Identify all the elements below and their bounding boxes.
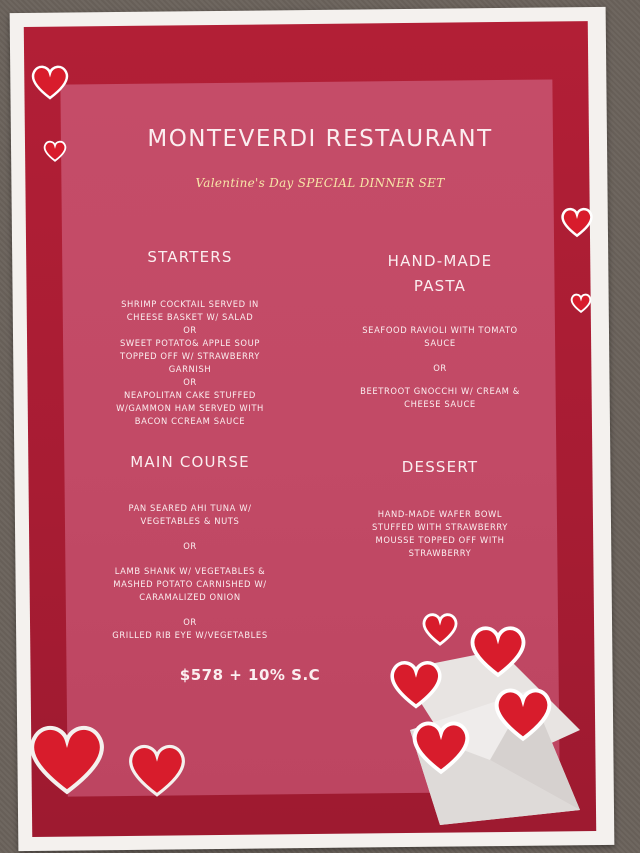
- pasta-list: [335, 324, 545, 411]
- list-item: SEAFOOD RAVIOLI WITH TOMATO SAUCE: [362, 325, 518, 348]
- heart-icon: [466, 624, 530, 678]
- list-item: PAN SEARED AHI TUNA W/ VEGETABLES & NUTS: [128, 503, 252, 526]
- list-item: HAND-MADE WAFER BOWL STUFFED WITH STRAWBERRY MOUSSE TOPPED OFF WITH STRAWBERRY: [372, 509, 508, 558]
- dessert-heading: DESSERT: [401, 458, 479, 476]
- heart-icon: [560, 206, 594, 238]
- list-item: SWEET POTATO& APPLE SOUP TOPPED OFF W/ STRAWBERRY GARNISH: [120, 338, 260, 374]
- list-item: OR: [183, 541, 197, 551]
- heart-icon: [30, 64, 70, 100]
- heart-icon: [410, 718, 472, 776]
- list-item: OR: [183, 377, 197, 387]
- heart-icon: [388, 652, 444, 716]
- list-item: OR: [183, 617, 197, 627]
- list-item: OR: [433, 363, 447, 373]
- menu-subtitle: Valentine's Day SPECIAL DINNER SET: [195, 176, 445, 190]
- list-item: LAMB SHANK W/ VEGETABLES & MASHED POTATO CARNISHED W/ CARAMALIZED ONION: [113, 566, 267, 602]
- heart-icon: [492, 682, 554, 746]
- main-course-list: [85, 502, 295, 642]
- starters-list: [90, 298, 290, 428]
- list-item: BEETROOT GNOCCHI W/ CREAM & CHEESE SAUCE: [360, 386, 520, 409]
- starters-heading: STARTERS: [147, 248, 233, 266]
- dessert-list: [345, 508, 535, 560]
- heart-icon: [420, 612, 460, 646]
- list-item: NEAPOLITAN CAKE STUFFED W/GAMMON HAM SERVED WITH BACON CCREAM SAUCE: [116, 390, 264, 426]
- heart-icon: [126, 742, 188, 798]
- set-price: $578 + 10% S.C: [179, 666, 321, 684]
- heart-icon: [26, 722, 108, 796]
- restaurant-title: MONTEVERDI RESTAURANT: [147, 126, 493, 152]
- pasta-heading: HAND-MADE PASTA: [387, 252, 493, 295]
- list-item: SHRIMP COCKTAIL SERVED IN CHEESE BASKET W/ SALAD: [121, 299, 259, 322]
- main-course-heading: MAIN COURSE: [130, 453, 250, 471]
- list-item: GRILLED RIB EYE W/VEGETABLES: [112, 630, 268, 640]
- list-item: OR: [183, 325, 197, 335]
- heart-icon: [570, 293, 592, 313]
